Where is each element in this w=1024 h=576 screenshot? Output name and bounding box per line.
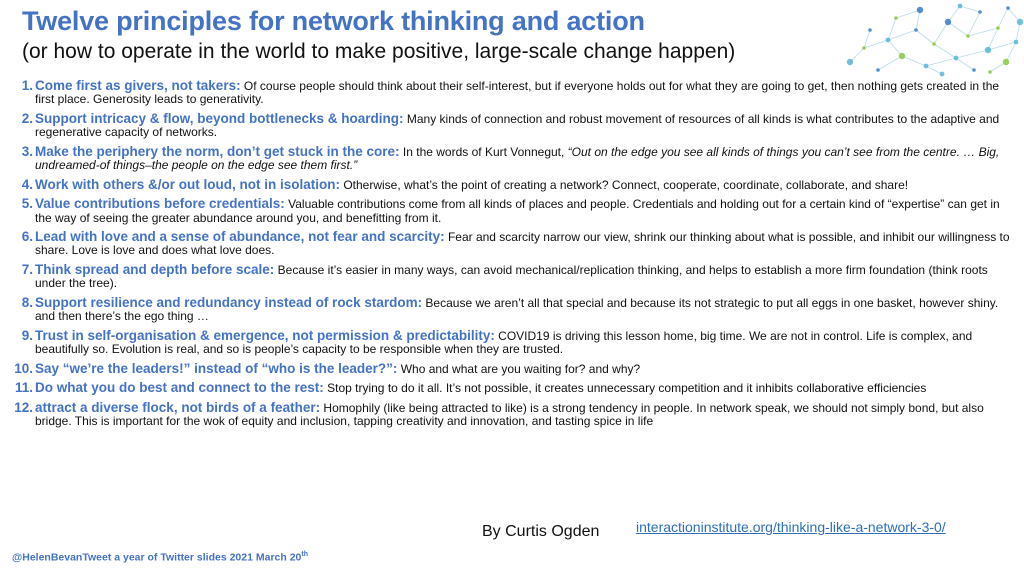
network-node — [966, 34, 970, 38]
principle-text — [33, 78, 1010, 107]
network-node — [1014, 40, 1019, 45]
network-link — [956, 50, 988, 58]
principle-item — [10, 262, 1010, 291]
network-node — [868, 28, 872, 32]
principle-number: 2. — [21, 110, 33, 126]
network-node — [996, 26, 1000, 30]
network-link — [878, 56, 902, 70]
network-node — [886, 38, 891, 43]
network-link — [968, 12, 980, 36]
principle-heading: Come first as givers, not takers: — [35, 78, 241, 93]
principle-number: 7. — [21, 262, 33, 278]
network-link — [956, 58, 974, 70]
principle-heading: Support intricacy & flow, beyond bottlenecks & hoarding: — [35, 110, 404, 126]
principle-heading: Lead with love and a sense of abundance, not fear and scarcity: — [35, 229, 445, 245]
principle-number: 4. — [21, 176, 33, 192]
network-node — [954, 56, 959, 61]
principle-heading: Make the periphery the norm, don’t get stuck in the core: — [35, 143, 400, 159]
principle-item — [10, 229, 1010, 258]
principle-text — [33, 111, 1010, 140]
principle-body: Fear and scarcity narrow our view, shrink our thinking about what is possible, and inhibit our willingness to share. Love is love and does what love does. — [35, 230, 1010, 258]
principle-body: Because we aren’t all that special and because its not strategic to put all eggs in one basket, however shiny. and then there’s the ego thing … — [35, 295, 999, 324]
principle-item — [10, 380, 1010, 395]
principle-item — [10, 78, 1010, 107]
principle-heading: Do what you do best and connect to the rest: — [35, 380, 324, 396]
principle-heading: Trust in self-organisation & emergence, not permission & predictability: — [35, 327, 495, 343]
principle-text — [33, 262, 1010, 291]
principle-text — [33, 144, 1010, 173]
principle-body: In the words of Kurt Vonnegut, — [399, 144, 568, 159]
principle-number: 10. — [14, 360, 33, 376]
network-link — [926, 58, 956, 66]
principle-heading: Think spread and depth before scale: — [35, 262, 275, 278]
network-node — [945, 19, 951, 25]
network-node — [924, 64, 929, 69]
network-node — [940, 72, 945, 77]
network-link — [926, 66, 942, 74]
network-link — [864, 30, 870, 48]
principle-number: 3. — [21, 143, 33, 159]
network-link — [934, 44, 956, 58]
network-node — [1006, 6, 1010, 10]
byline: By Curtis Ogden — [482, 523, 600, 540]
principle-body: Many kinds of connection and robust movement of resources of all kinds is what contributes to the adaptive and regenerative capacity of networks. — [35, 111, 1000, 140]
network-link — [934, 22, 948, 44]
footer-text: @HelenBevanTweet a year of Twitter slides 2021 March 20 — [12, 551, 302, 564]
principle-heading: Work with others &/or out loud, not in isolation: — [35, 176, 340, 192]
network-node — [914, 28, 918, 32]
network-link — [988, 42, 1016, 50]
principle-number: 5. — [21, 196, 33, 212]
principle-body: COVID19 is driving this lesson home, big time. We are not in control. Life is complex, and beautifully so. Evolution is real, and so is people’s capacity to be responsible when they are trusted. — [35, 328, 973, 357]
footer-credit — [12, 551, 308, 564]
principle-item — [10, 111, 1010, 140]
principle-item — [10, 361, 1010, 376]
principle-quote: “Out on the edge you see all kinds of things you can’t see from the centre. … Big, undreamed-of things–the people on the edge see them first.” — [35, 144, 1000, 173]
network-link — [864, 40, 888, 48]
principle-body: Who and what are you waiting for? and why? — [397, 361, 641, 376]
principle-item — [10, 295, 1010, 324]
principle-body: Otherwise, what’s the point of creating a network? Connect, cooperate, coordinate, collaborate, and share! — [339, 177, 909, 192]
principle-body: Valuable contributions come from all kinds of places and people. Credentials and holding out for a certain kind of “expertise” can get in the way of seeing the greater abundance around you, and benefitting from it. — [35, 197, 1000, 225]
principle-text — [33, 177, 1010, 192]
network-node — [917, 7, 923, 13]
principle-body: Stop trying to do it all. It’s not possible, it creates unnecessary competition and it inhibits collaborative efficiencies — [323, 381, 927, 396]
network-dots-graphic — [830, 0, 1024, 80]
principle-item — [10, 144, 1010, 173]
principle-body: Homophily (like being attracted to like) is a strong tendency in people. In network speak, we should not simply bond, but also bridge. This is important for the wok of equity and inclusion, tapping creativity and innovation, and tasting spice in life — [35, 400, 984, 429]
network-link — [988, 28, 998, 50]
principle-text — [33, 328, 1010, 357]
network-link — [902, 56, 926, 66]
principle-number: 11. — [14, 380, 33, 396]
network-node — [988, 70, 992, 74]
principles-list — [10, 78, 1010, 433]
source-link[interactable]: interactioninstitute.org/thinking-like-a-network-3-0/ — [636, 519, 946, 535]
principle-body: Because it’s easier in many ways, can avoid mechanical/replication thinking, and helps to establish a more firm foundation (think roots under the tree). — [35, 263, 988, 291]
principle-heading: Value contributions before credentials: — [35, 196, 285, 212]
network-node — [1017, 19, 1023, 25]
principle-text — [33, 400, 1010, 429]
principle-item — [10, 400, 1010, 429]
principle-heading: Say “we’re the leaders!” instead of “who is the leader?”: — [35, 360, 398, 376]
principle-text — [33, 295, 1010, 324]
network-node — [1003, 59, 1009, 65]
network-node — [985, 47, 991, 53]
network-link — [888, 18, 896, 40]
page-title: Twelve principles for network thinking and action — [22, 6, 645, 36]
principle-text — [33, 361, 1010, 376]
network-link — [960, 6, 980, 12]
principle-number: 8. — [21, 294, 33, 310]
network-node — [894, 16, 898, 20]
network-link — [948, 22, 968, 36]
network-node — [862, 46, 866, 50]
network-node — [972, 68, 976, 72]
page-subtitle: (or how to operate in the world to make positive, large-scale change happen) — [22, 40, 736, 63]
principle-text — [33, 229, 1010, 258]
principle-item — [10, 328, 1010, 357]
principle-number: 6. — [21, 229, 33, 245]
principle-heading: attract a diverse flock, not birds of a feather: — [35, 399, 321, 415]
principle-text — [33, 196, 1010, 225]
network-node — [876, 68, 880, 72]
principle-item — [10, 196, 1010, 225]
principle-number: 1. — [21, 78, 33, 93]
principle-heading: Support resilience and redundancy instead of rock stardom: — [35, 294, 423, 310]
principle-number: 12. — [14, 399, 33, 415]
network-node — [847, 59, 853, 65]
network-link — [998, 8, 1008, 28]
principle-body: Of course people should think about their self-interest, but if everyone holds out for what they are going to get, then nothing gets created in the first place. Generosity leads to generativity. — [35, 79, 1000, 107]
network-link — [1006, 42, 1016, 62]
footer-sup: th — [301, 551, 308, 558]
network-node — [899, 53, 905, 59]
network-node — [978, 10, 982, 14]
network-node — [932, 42, 936, 46]
network-link — [888, 30, 916, 40]
network-node — [958, 4, 963, 9]
network-link — [916, 30, 934, 44]
network-link — [896, 10, 920, 18]
principle-text — [33, 380, 1010, 395]
network-link — [968, 28, 998, 36]
principle-number: 9. — [21, 327, 33, 343]
principle-item — [10, 177, 1010, 192]
